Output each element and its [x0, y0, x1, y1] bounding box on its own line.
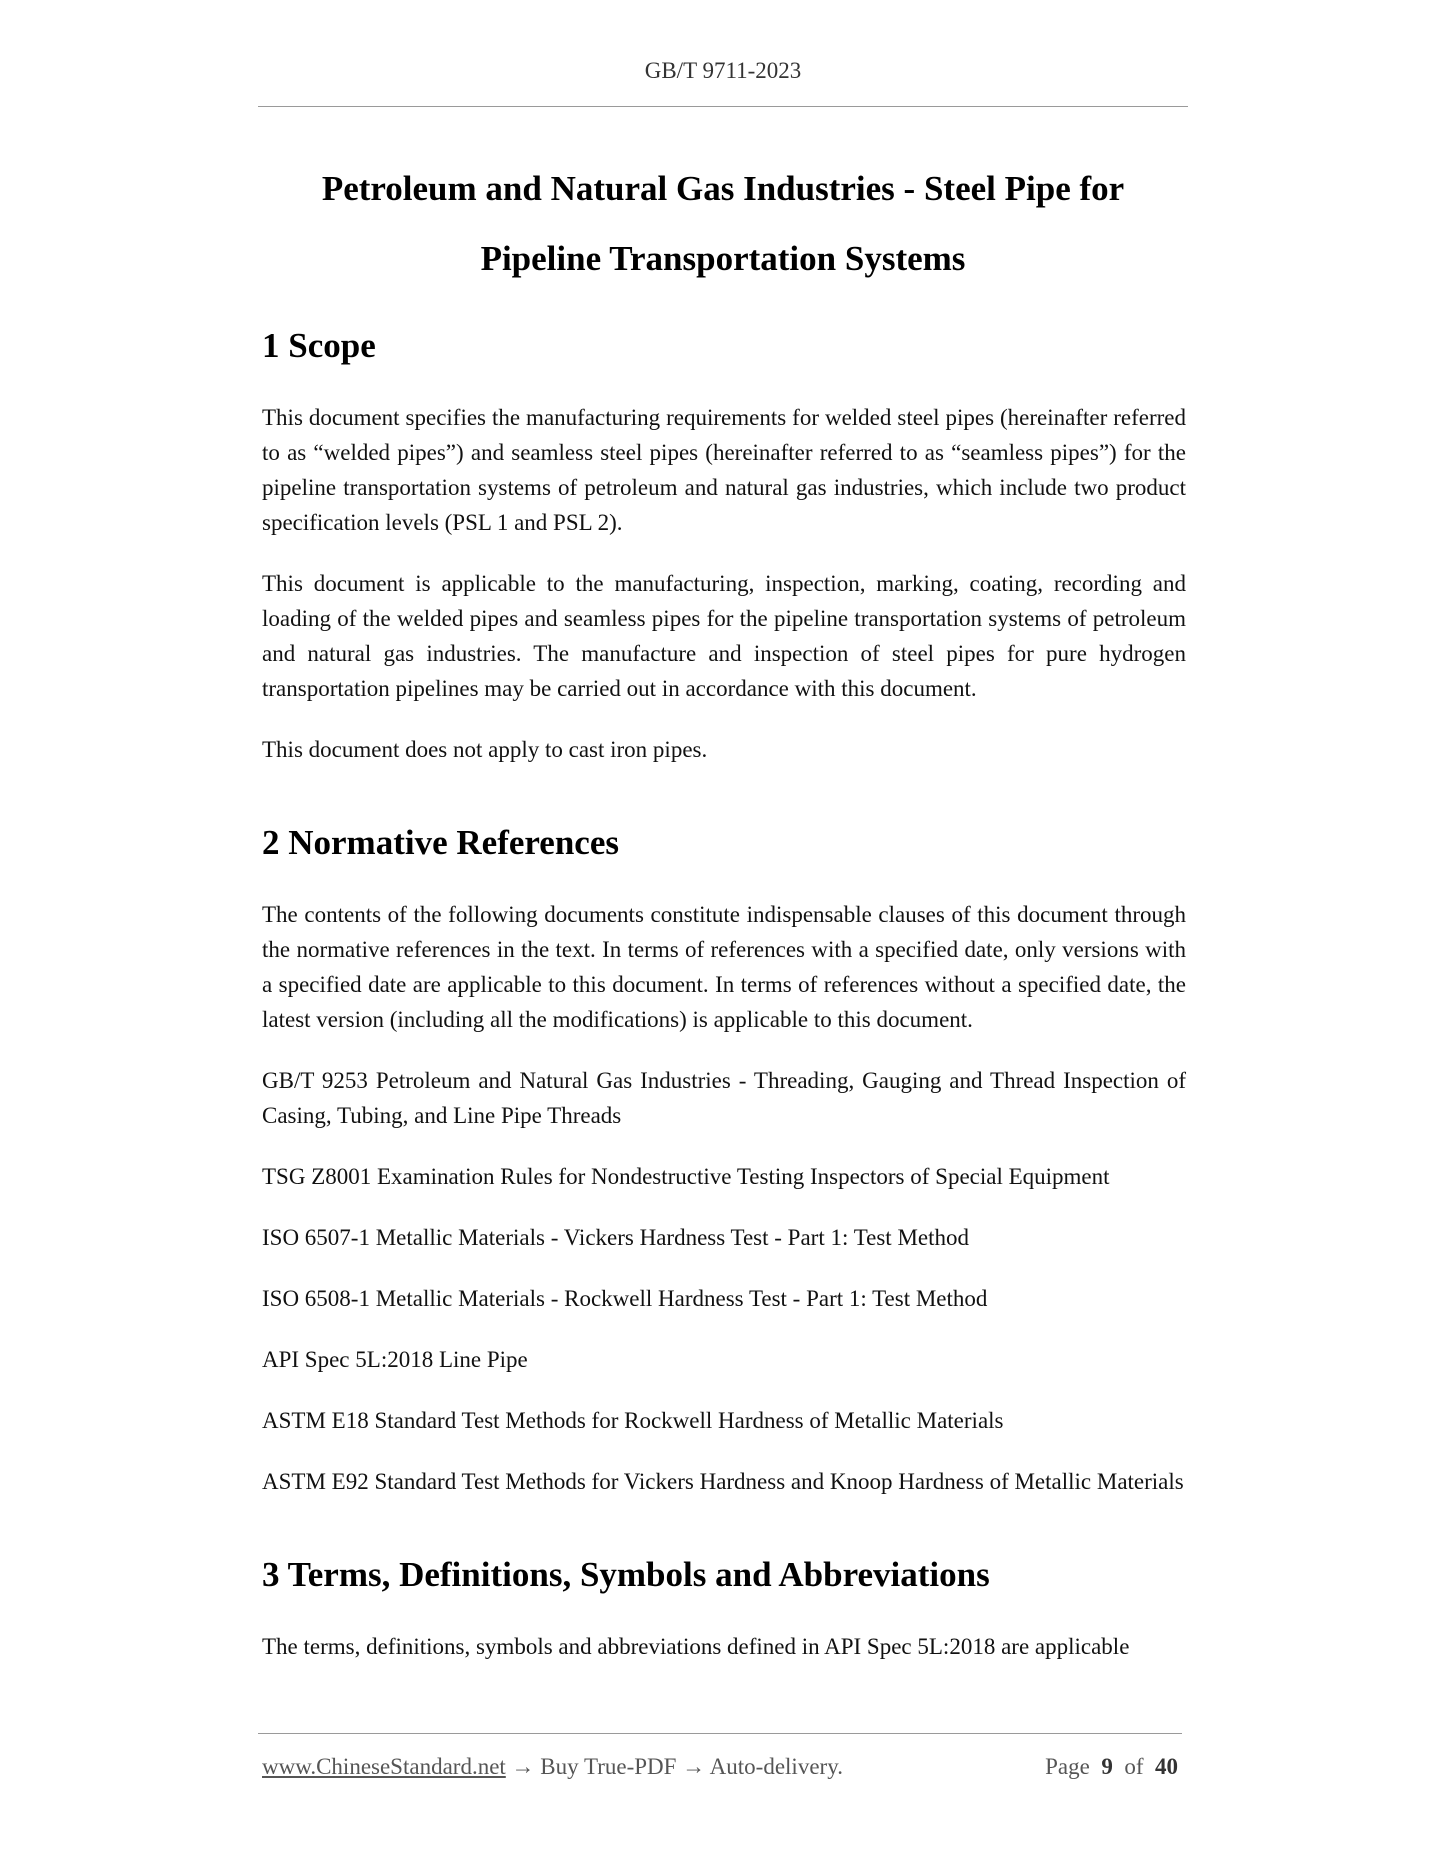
document-body — [262, 322, 1186, 1664]
standard-code-header: GB/T 9711-2023 — [644, 58, 802, 83]
page-label: Page — [1045, 1754, 1090, 1779]
reference-item: ISO 6508-1 Metallic Materials - Rockwell Hardness Test - Part 1: Test Method — [262, 1286, 988, 1311]
page-total: 40 — [1155, 1754, 1178, 1779]
footer-divider — [258, 1733, 1182, 1734]
scope-paragraph-2: This document is applicable to the manufacturing, inspection, marking, coating, recording and loading of the welded pipes and seamless pipes for the pipeline transportation systems of petroleum and natural gas industries. The manufacture and inspection of steel pipes for pure hydrogen transportation pipelines may be carried out in accordance with this document. — [262, 571, 1186, 701]
terms-paragraph-1: The terms, definitions, symbols and abbreviations defined in API Spec 5L:2018 are applicable — [262, 1634, 1130, 1659]
page-number: 9 — [1101, 1754, 1113, 1779]
buy-true-pdf-text: Buy True-PDF — [540, 1754, 677, 1779]
reference-item: ASTM E18 Standard Test Methods for Rockwell Hardness of Metallic Materials — [262, 1408, 1004, 1433]
section-heading-normative-references: 2 Normative References — [262, 823, 619, 862]
reference-item: GB/T 9253 Petroleum and Natural Gas Industries - Threading, Gauging and Thread Inspection of Casing, Tubing, and Line Pipe Threads — [262, 1068, 1186, 1128]
reference-item: ISO 6507-1 Metallic Materials - Vickers Hardness Test - Part 1: Test Method — [262, 1225, 969, 1250]
auto-delivery-text: Auto-delivery. — [709, 1754, 843, 1779]
title-line-1: Petroleum and Natural Gas Industries - Steel Pipe for — [321, 169, 1125, 208]
page-indicator — [1045, 1754, 1178, 1780]
header-divider — [258, 106, 1188, 107]
page-footer — [262, 1754, 1182, 1780]
arrow-icon: → — [682, 1754, 706, 1779]
chinese-standard-link[interactable]: www.ChineseStandard.net — [262, 1754, 506, 1779]
title-line-2: Pipeline Transportation Systems — [480, 239, 966, 278]
section-heading-scope: 1 Scope — [262, 326, 376, 365]
of-label: of — [1124, 1754, 1144, 1779]
document-title — [258, 154, 1188, 294]
section-heading-terms: 3 Terms, Definitions, Symbols and Abbreviations — [262, 1555, 990, 1594]
reference-item: TSG Z8001 Examination Rules for Nondestructive Testing Inspectors of Special Equipment — [262, 1164, 1110, 1189]
references-intro-paragraph: The contents of the following documents constitute indispensable clauses of this document through the normative references in the text. In terms of references with a specified date, only versions with a specified date are applicable to this document. In terms of references without a specified date, the latest version (including all the modifications) is applicable to this document. — [262, 902, 1186, 1032]
reference-item: API Spec 5L:2018 Line Pipe — [262, 1347, 528, 1372]
scope-paragraph-1: This document specifies the manufacturing requirements for welded steel pipes (hereinafter referred to as “welded pipes”) and seamless steel pipes (hereinafter referred to as “seamless pipes”) for the pipeline transportation systems of petroleum and natural gas industries, which include two product specification levels (PSL 1 and PSL 2). — [262, 405, 1186, 535]
arrow-icon: → — [511, 1754, 535, 1779]
reference-item: ASTM E92 Standard Test Methods for Vickers Hardness and Knoop Hardness of Metallic Materials — [262, 1469, 1184, 1494]
scope-paragraph-3: This document does not apply to cast iron pipes. — [262, 737, 708, 762]
